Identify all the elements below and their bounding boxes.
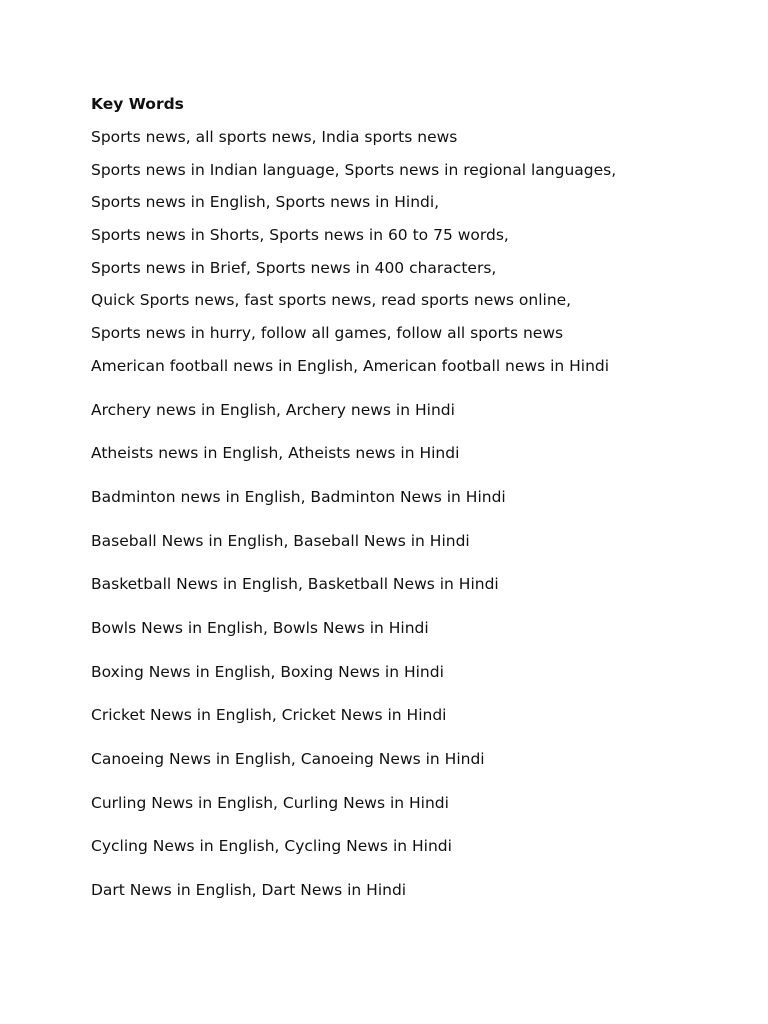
- sport-keyword-line: Boxing News in English, Boxing News in Hindi: [91, 662, 444, 681]
- sport-keyword-line: Baseball News in English, Baseball News in Hindi: [91, 531, 470, 550]
- sport-keyword-line: Bowls News in English, Bowls News in Hindi: [91, 618, 429, 637]
- sport-keyword-line: Archery news in English, Archery news in Hindi: [91, 400, 455, 419]
- document-body: [91, 92, 751, 922]
- sport-keyword-line: Canoeing News in English, Canoeing News in Hindi: [91, 750, 485, 768]
- keyword-line: Sports news in English, Sports news in Hindi,: [91, 193, 440, 212]
- keyword-line: Sports news, all sports news, India sports news: [91, 128, 458, 146]
- keyword-line: American football news in English, American football news in Hindi: [91, 356, 610, 375]
- keywords-heading: Key Words: [91, 95, 184, 113]
- sport-keyword-line: Curling News in English, Curling News in Hindi: [91, 793, 449, 812]
- sport-keyword-line: Cycling News in English, Cycling News in Hindi: [91, 837, 452, 856]
- sport-keyword-lines: [91, 398, 751, 903]
- keyword-line: Sports news in Brief, Sports news in 400 characters,: [91, 258, 497, 277]
- sport-keyword-line: Badminton news in English, Badminton News in Hindi: [91, 487, 506, 506]
- sport-keyword-line: Basketball News in English, Basketball News in Hindi: [91, 575, 499, 594]
- keyword-line: Sports news in Indian language, Sports news in regional languages,: [91, 160, 617, 179]
- intro-keyword-lines: [91, 125, 751, 378]
- sport-keyword-line: Atheists news in English, Atheists news in Hindi: [91, 444, 460, 463]
- sport-keyword-line: Dart News in English, Dart News in Hindi: [91, 881, 407, 900]
- sport-keyword-line: Cricket News in English, Cricket News in Hindi: [91, 706, 447, 725]
- keyword-line: Sports news in hurry, follow all games, follow all sports news: [91, 324, 564, 343]
- keyword-line: Quick Sports news, fast sports news, read sports news online,: [91, 291, 572, 310]
- keyword-line: Sports news in Shorts, Sports news in 60 to 75 words,: [91, 226, 509, 245]
